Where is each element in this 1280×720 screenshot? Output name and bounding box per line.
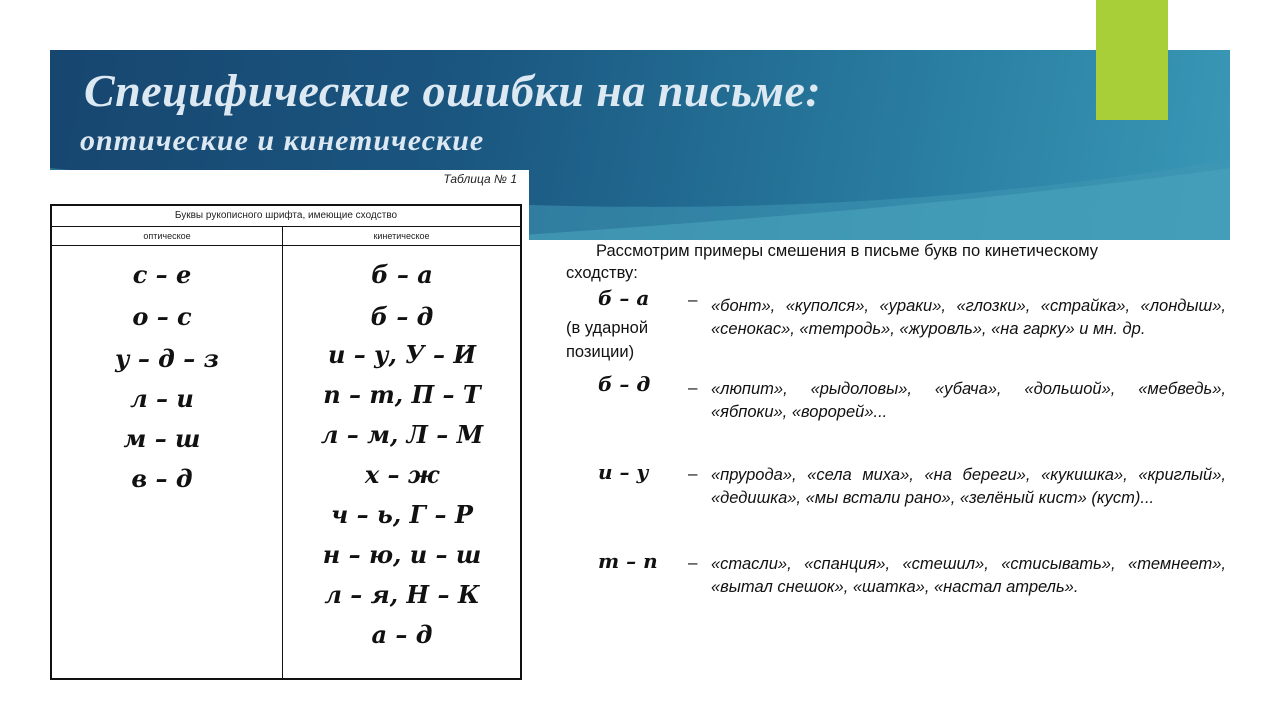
optical-pair: в – д [131,464,193,493]
example-key: т – п [598,549,658,573]
kinetic-pair: х – ж [364,460,440,489]
example-dash: – [688,290,698,309]
column-divider [282,227,283,678]
example-dash: – [688,378,698,397]
example-text: «люпит», «рыдоловы», «убача», «дольшой», «мебведь», «ябпоки», «ворорей»... [711,380,1226,421]
slide-title: Специфические ошибки на письме: [84,65,822,116]
example-text: «стасли», «спанция», «стешил», «стисывать», «темнеет», «вытал снешок», «шатка», «настал атрель». [711,555,1226,596]
optical-pair: с – е [132,260,192,289]
example-note-line1: (в ударной [566,319,649,337]
example-dash: – [688,464,698,483]
kinetic-pair: л – м, Л – М [320,420,484,449]
kinetic-pair: л – я, Н – К [324,580,480,609]
letters-table-frame [50,204,522,680]
column-header-optical: оптическое [52,227,282,246]
kinetic-pair: б – а [371,260,433,289]
example-key: и – у [598,460,649,484]
column-header-kinetic: кинетическое [283,227,520,246]
example-text: «бонт», «куполся», «ураки», «глозки», «страйка», «лондыш», «сенокас», «тетродь», «журовль», «на гарку» и мн. др. [711,297,1226,338]
example-dash: – [688,553,698,572]
kinetic-pair: и – у, У – И [327,340,477,369]
kinetic-pair: ч – ь, Г – Р [331,500,473,529]
optical-pair: л – и [130,384,194,413]
intro-text-line1: Рассмотрим примеры смешения в письме букв по кинетическому [596,242,1099,260]
table-header: Буквы рукописного шрифта, имеющие сходство [52,206,520,227]
table-number-label: Таблица № 1 [443,172,517,186]
scanned-letters-table [45,170,529,680]
kinetic-pair: а – д [371,620,433,649]
example-key: б – д [598,372,651,396]
kinetic-pair: н – ю, и – ш [322,540,482,569]
kinetic-pair: б – д [370,302,434,331]
optical-pair: м – ш [123,424,201,453]
kinetic-pair: п – т, П – Т [323,380,481,409]
example-note-line2: позиции) [566,343,635,361]
optical-pair: о – с [132,302,192,331]
example-text: «прурода», «села миха», «на береги», «кукишка», «криглый», «дедишка», «мы встали рано», «зелёный кист» (куст)... [711,466,1226,507]
optical-pair: у – д – з [115,344,219,373]
example-key: б – а [598,286,650,310]
slide-subtitle: оптические и кинетические [80,124,485,157]
accent-tab [1096,0,1168,120]
intro-text-line2: сходству: [566,264,638,282]
